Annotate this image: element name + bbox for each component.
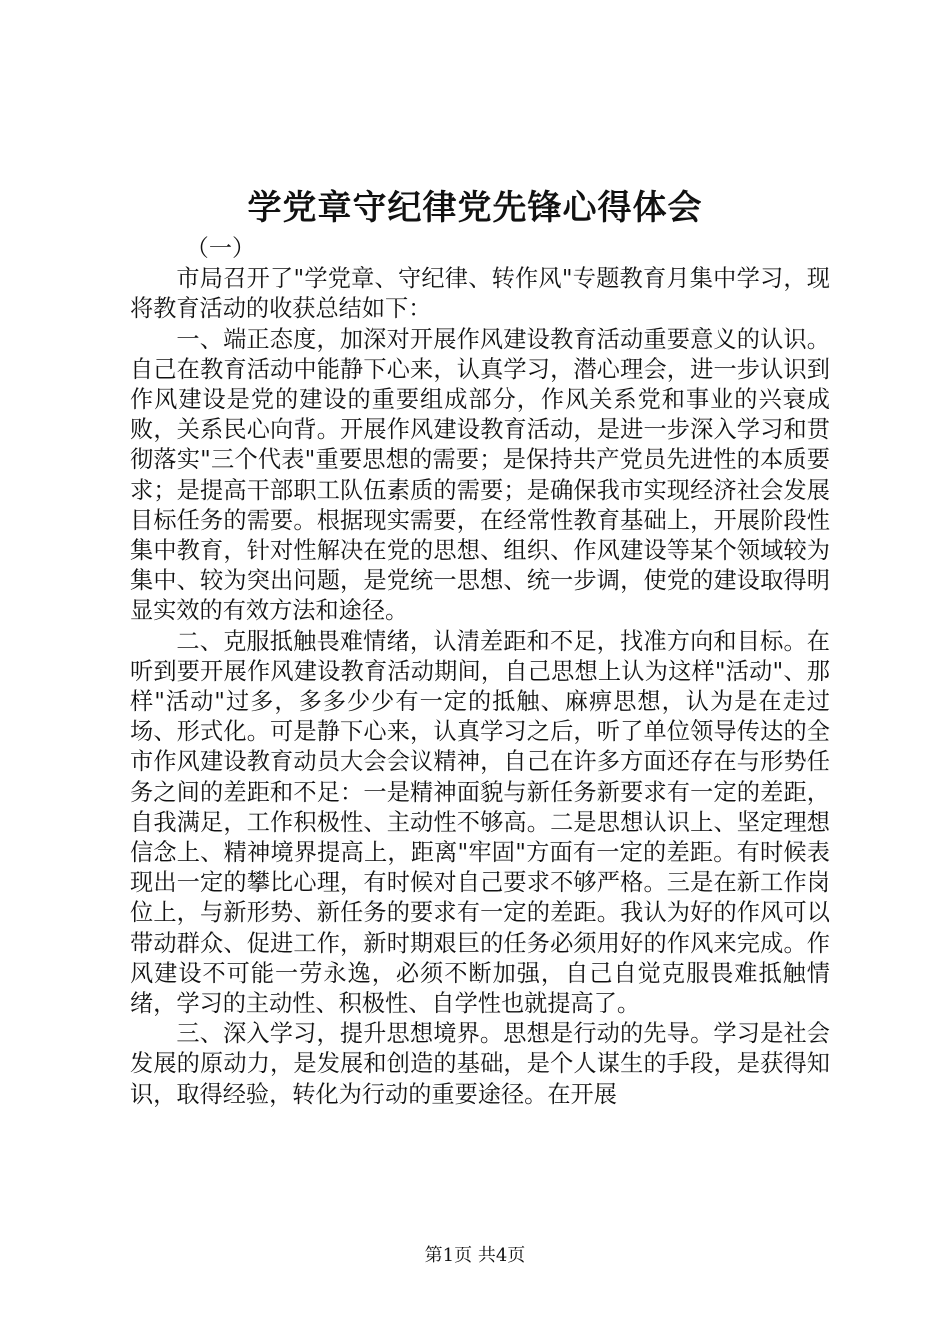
paragraph-intro: 市局召开了"学党章、守纪律、转作风"专题教育月集中学习，现将教育活动的收获总结如下： [130,265,830,323]
document-title: 学党章守纪律党先锋心得体会 [247,188,703,228]
document-body [130,234,830,1110]
page-number-footer: 第1页 共4页 [424,1245,526,1266]
paragraph-section-1: 一、端正态度，加深对开展作风建设教育活动重要意义的认识。自己在教育活动中能静下心来，认真学习，潜心理会，进一步认识到作风建设是党的建设的重要组成部分，作风关系党和事业的兴衰成败，关系民心向背。开展作风建设教育活动，是进一步深入学习和贯彻落实"三个代表"重要思想的需要；是保持共产党员先进性的本质要求；是提高干部职工队伍素质的需要；是确保我市实现经济社会发展目标任务的需要。根据现实需要，在经常性教育基础上，开展阶段性集中教育，针对性解决在党的思想、组织、作风建设等某个领域较为集中、较为突出问题，是党统一思想、统一步调，使党的建设取得明显实效的有效方法和途径。 [130,325,830,625]
paragraph-section-3: 三、深入学习，提升思想境界。思想是行动的先导。学习是社会发展的原动力，是发展和创造的基础，是个人谋生的手段，是获得知识，取得经验，转化为行动的重要途径。在开展 [130,1020,830,1108]
paragraph-section-2: 二、克服抵触畏难情绪，认清差距和不足，找准方向和目标。在听到要开展作风建设教育活动期间，自己思想上认为这样"活动"、那样"活动"过多，多多少少有一定的抵触、麻痹思想，认为是在走过场、形式化。可是静下心来，认真学习之后，听了单位领导传达的全市作风建设教育动员大会会议精神，自己在许多方面还存在与形势任务之间的差距和不足：一是精神面貌与新任务新要求有一定的差距，自我满足，工作积极性、主动性不够高。二是思想认识上、坚定理想信念上、精神境界提高上，距离"牢固"方面有一定的差距。有时候表现出一定的攀比心理，有时候对自己要求不够严格。三是在新工作岗位上，与新形势、新任务的要求有一定的差距。我认为好的作风可以带动群众、促进工作，新时期艰巨的任务必须用好的作风来完成。作风建设不可能一劳永逸，必须不断加强，自己自觉克服畏难抵触情绪，学习的主动性、积极性、自学性也就提高了。 [130,627,830,1018]
section-marker: （一） [185,235,256,262]
